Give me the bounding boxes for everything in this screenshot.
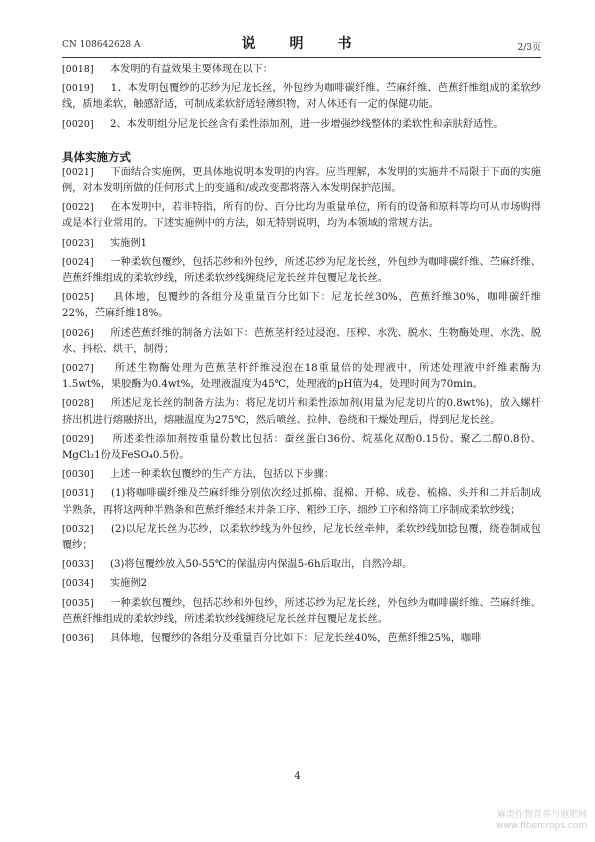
embodiment-paragraphs [62, 165, 541, 647]
paragraph [62, 200, 541, 232]
page-number: 4 [294, 771, 301, 782]
paragraph-number: [0032] [62, 523, 94, 535]
paragraph [62, 290, 541, 322]
document-title: 说 明 书 [241, 36, 362, 52]
paragraph [62, 486, 541, 518]
paragraph [62, 432, 541, 464]
paragraph-number: [0023] [62, 237, 94, 249]
paragraph-number: [0035] [62, 597, 94, 609]
paragraph-number: [0022] [62, 202, 94, 214]
paragraph [62, 361, 541, 393]
paragraph [62, 326, 541, 358]
section-gap [62, 133, 541, 149]
document-body [62, 62, 541, 647]
section-title: 具体实施方式 [62, 149, 131, 164]
paragraph [62, 631, 541, 647]
paragraph [62, 62, 541, 78]
paragraph-number: [0021] [62, 166, 94, 178]
paragraph-text: 一种柔软包覆纱，包括芯纱和外包纱，所述芯纱为尼龙长丝，外包纱为咖啡碳纤维、苎麻纤维、芭蕉纤维组成的柔软纱线，所述柔软纱线缠绕尼龙长丝并包覆尼龙长丝。 [62, 597, 541, 625]
page-info: 2/3页 [517, 43, 541, 53]
paragraph [62, 117, 541, 133]
paragraph-text: (2)以尼龙长丝为芯纱，以柔软纱线为外包纱，尼龙长丝牵伸，柔软纱线加捻包覆，绕卷制成包覆纱； [62, 523, 541, 552]
watermark [496, 810, 587, 832]
paragraph [62, 557, 541, 573]
paragraph-number: [0034] [62, 578, 94, 590]
paragraph [62, 596, 541, 628]
paragraph [62, 236, 541, 252]
paragraph-number: [0027] [62, 363, 94, 375]
paragraph-text: 所述尼龙长丝的制备方法为：将尼龙切片和柔性添加剂(用量为尼龙切片的0.8wt%)，放入螺杆挤出机进行熔融挤出，熔融温度为275℃，然后喷丝、拉伸、卷绕和干燥处理后，得到尼龙长丝。 [62, 398, 541, 426]
paragraph-text: 所述生物酶处理为芭蕉茎杆纤维浸泡在18重量倍的处理液中，所述处理液中纤维素酶为1.5wt%，果胶酶为0.4wt%，处理液温度为45℃，处理液的pH值为4，处理时间为70min。 [62, 363, 541, 391]
paragraph-text: 具体地，包覆纱的各组分及重量百分比如下：尼龙长丝30%，芭蕉纤维30%，咖啡碳纤维22%，苎麻纤维18%。 [62, 292, 541, 320]
paragraph-text: 具体地，包覆纱的各组分及重量百分比如下：尼龙长丝40%，芭蕉纤维25%，咖啡 [109, 633, 482, 645]
paragraph-text: 上述一种柔软包覆纱的生产方法，包括以下步骤： [109, 469, 335, 481]
paragraph-text: 所述芭蕉纤维的制备方法如下：芭蕉茎杆经过浸泡、压榨、水洗、脱水、生物酶处理、水洗、脱水、抖松、烘干，制得； [62, 327, 541, 355]
paragraph-number: [0033] [62, 559, 94, 571]
paragraph-number: [0019] [62, 83, 94, 95]
paragraph-number: [0018] [62, 64, 94, 75]
paragraph [62, 81, 541, 113]
watermark-url: www.fibercrops.com [496, 821, 587, 831]
paragraph-number: [0020] [62, 118, 94, 130]
paragraph-number: [0036] [62, 633, 94, 645]
paragraph-number: [0029] [62, 433, 94, 445]
watermark-text: 麻类作物营养与施肥网 [496, 810, 587, 820]
paragraph [62, 396, 541, 428]
paragraph-text: 2、本发明组分尼龙长丝含有柔性添加剂，进一步增强纱线整体的柔软性和亲肤舒适性。 [109, 118, 504, 130]
paragraph-text: 1、本发明包覆纱的芯纱为尼龙长丝，外包纱为咖啡碳纤维、苎麻纤维、芭蕉纤维组成的柔软纱线，质地柔软，触感舒适，可制成柔软舒适轻薄织物，对人体还有一定的保健功能。 [62, 83, 541, 111]
paragraph-text: 下面结合实施例，更具体地说明本发明的内容。应当理解，本发明的实施并不局限于下面的实施例，对本发明所做的任何形式上的变通和/或改变都将落入本发明保护范围。 [62, 166, 541, 195]
paragraph [62, 165, 541, 197]
paragraph-text: 一种柔软包覆纱，包括芯纱和外包纱，所述芯纱为尼龙长丝，外包纱为咖啡碳纤维、苎麻纤维、芭蕉纤维组成的柔软纱线，所述柔软纱线缠绕尼龙长丝并包覆尼龙长丝。 [62, 256, 541, 285]
paragraph-text: 所述柔性添加剂按重量份数比包括：蚕丝蛋白36份、烷基化双酚0.15份、聚乙二醇0.8份、MgCl₂1份及FeSO₄0.5份。 [62, 433, 541, 462]
paragraph-text: 实施例2 [109, 578, 148, 590]
publication-number: CN 108642628 A [62, 40, 141, 50]
page-header [62, 30, 541, 56]
paragraph-text: (3)将包覆纱放入50-55℃的保温房内保温5-6h后取出，自然冷却。 [109, 559, 413, 571]
benefits-paragraphs [62, 62, 541, 133]
paragraph-number: [0024] [62, 256, 94, 268]
paragraph-text: 实施例1 [109, 237, 148, 249]
paragraph-text: 在本发明中，若非特指，所有的份、百分比均为重量单位，所有的设备和原料等均可从市场购得或是本行业常用的。下述实施例中的方法，如无特别说明，均为本领域的常规方法。 [62, 202, 541, 230]
paragraph-number: [0028] [62, 398, 94, 410]
paragraph-number: [0030] [62, 469, 94, 481]
paragraph [62, 255, 541, 287]
paragraph-number: [0025] [62, 292, 94, 304]
paragraph-text: (1)将咖啡碳纤维及苎麻纤维分别依次经过抓棉、混棉、开棉、成卷、梳棉、头并和二并后制成半熟条，再将这两种半熟条和芭蕉纤维经末并条工序、粗纱工序、细纱工序和络筒工序制成柔软纱线； [62, 488, 541, 516]
paragraph [62, 522, 541, 554]
paragraph-text: 本发明的有益效果主要体现在以下： [109, 64, 273, 75]
paragraph [62, 467, 541, 483]
paragraph-number: [0026] [62, 327, 94, 339]
paragraph-number: [0031] [62, 488, 94, 500]
header-divider [62, 57, 541, 58]
paragraph [62, 576, 541, 592]
